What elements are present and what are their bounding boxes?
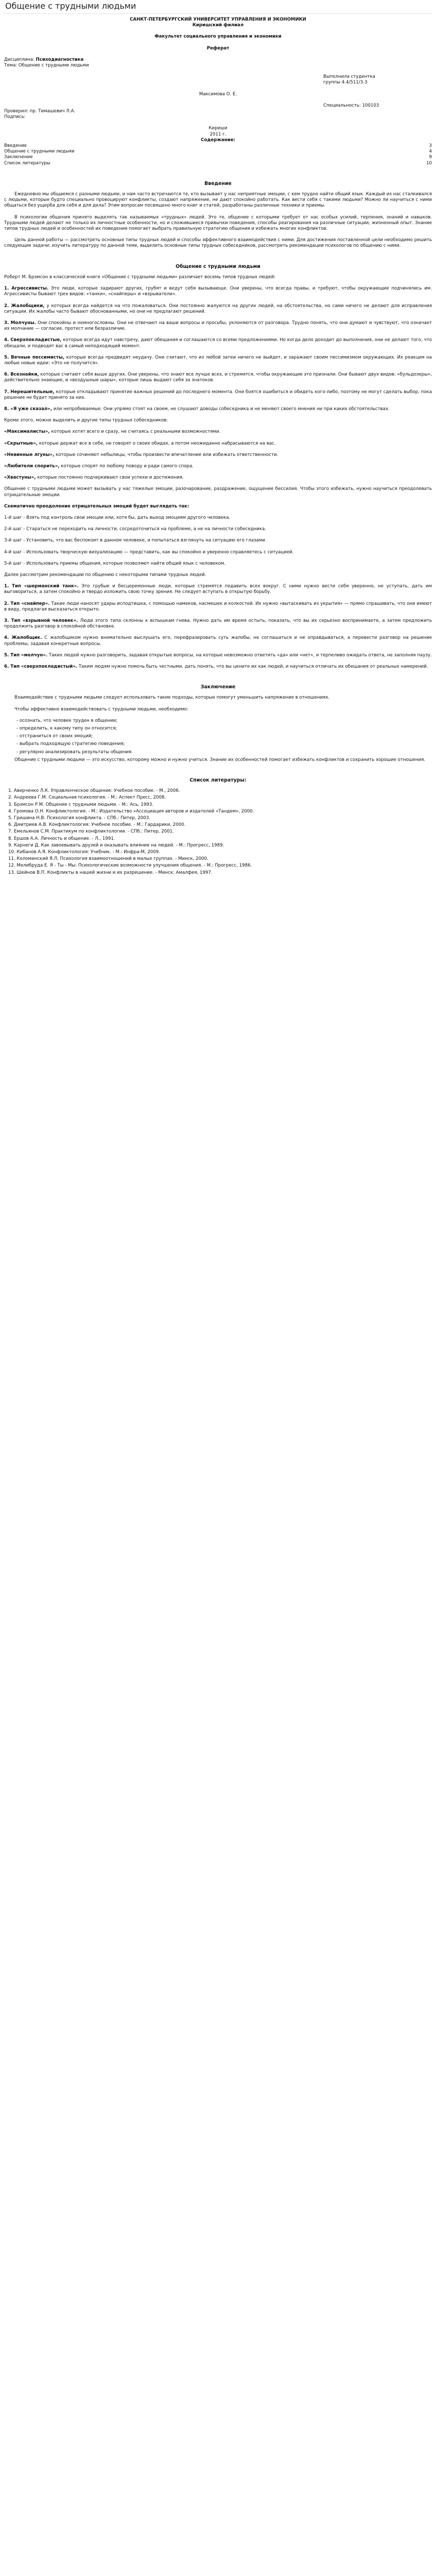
bibliography-item: 12. Мелибруда Е. Я - Ты - Мы: Психологические возможности улучшения общения. - М.: Прогресс, 1986. bbox=[8, 863, 252, 869]
conclusion-bullet: - отстраниться от своих эмоций; bbox=[16, 734, 93, 739]
extra-type-text: которые хотят всего и сразу, не считаясь с реальными возможностями. bbox=[51, 429, 221, 435]
conclusion-final: Общение с трудными людьми — это искусство, которому можно и нужно учиться. Знание их особенностей помогает избежать конфликтов и сохранить хорошие отношения. bbox=[14, 757, 426, 762]
bibliography-item: 9. Карнеги Д. Как завоевывать друзей и оказывать влияние на людей. - М.: Прогресс, 1989. bbox=[8, 842, 224, 848]
difficult-type bbox=[4, 320, 432, 332]
bibliography-title: Список литературы: bbox=[189, 777, 247, 784]
recommendations-list bbox=[4, 584, 432, 670]
bibliography-item: 7. Емельянов С.М. Практикум по конфликтологии. - СПб.: Питер, 2001. bbox=[8, 829, 174, 835]
year: 2011 г. bbox=[210, 131, 226, 137]
emotions-paragraph: Общение с трудными людьми может вызывать у нас тяжелые эмоции, разочарование, раздражение, ощущение бессилия. Чтобы этого избежать, нужно научиться преодолевать отрицательные эмоции. bbox=[4, 486, 432, 498]
main-title: Общение с трудными людьми bbox=[176, 263, 260, 269]
recommendation-name: 3. Тип «взрывной человек». bbox=[4, 618, 78, 623]
intro-paragraph: В психологии общения принято выделять так называемых «трудных» людей. Это те, общение с которыми требует от нас особых усилий, терпения, знаний и навыков. Трудными людей делают не только их личностные особенности, но и сложившиеся привычки поведения, способы реагирования на различные ситуации, жизненный опыт. Знание типов трудных людей и особенностей их поведения помогает выбрать правильную стратегию общения и избежать многих конфликтов. bbox=[4, 214, 432, 232]
recommendation-text: Таким людям нужно помочь быть честными, дать понять, что вы цените их как людей, и научиться отличать их обещания от реальных намерений. bbox=[78, 664, 428, 670]
extra-type bbox=[4, 452, 432, 458]
recommend-paragraph: Далее рассмотрим рекомендации по общению с некоторыми типами трудных людей. bbox=[4, 572, 206, 578]
student-name: Максимова О. Е. bbox=[199, 91, 237, 97]
student-line-1: Выполнила студентка bbox=[323, 74, 375, 80]
conclusion-paragraphs bbox=[4, 695, 432, 712]
more-types-intro: Кроме этого, можно выделить и другие типы трудных собеседников: bbox=[4, 418, 168, 423]
signature-label: Подпись: bbox=[4, 114, 26, 120]
document-page bbox=[0, 0, 436, 908]
scheme-title: Схематично преодоление отрицательных эмоций будет выглядеть так: bbox=[4, 503, 189, 509]
doc-type: Реферат bbox=[206, 45, 230, 51]
difficult-type bbox=[4, 406, 432, 412]
recommendation-text: Люди этого типа склонны к вспышкам гнева. Нужно дать им время остыть, показать, что вы их серьезно воспринимаете, а затем предложить продолжить разговор в спокойной обстановке. bbox=[4, 618, 432, 630]
conclusion-bullet: - осознать, что человек труден в общении; bbox=[16, 718, 118, 723]
bibliography-item: 4. Громова О.Н. Конфликтология. - М.: Издательство «Ассоциация авторов и издателей «Тандем», 2000. bbox=[8, 808, 254, 814]
extra-type bbox=[4, 475, 432, 481]
difficult-type-text: или непробиваемые. Они упрямо стоят на своем, не слушают доводы собеседника и не меняют своего мнения ни при каких обстоятельствах. bbox=[53, 406, 390, 412]
toc-item bbox=[4, 149, 432, 155]
toc-item-page: 10 bbox=[426, 160, 432, 166]
difficult-type-text: которые всегда предвидят неудачу. Они считают, что из любой затеи ничего не выйдет, и заражают своим пессимизмом окружающих. Их реакция на любые новые идеи: «Это не получится». bbox=[4, 354, 432, 366]
toc-item bbox=[4, 143, 432, 149]
extra-type-name: «Любители спорить», bbox=[4, 463, 60, 469]
discipline-value: Психодиагностика bbox=[36, 57, 84, 62]
intro-paragraph: Ежедневно мы общаемся с разными людьми, и нам часто встречаются те, кто вызывает у нас неприятные эмоции, с кем трудно найти общий язык. Каждый из нас сталкивался с людьми, которые будто специально провоцируют конфликты, создают напряжение, не дают спокойно работать. Как вести себя с такими людьми? Можно ли научиться с ними общаться без ущерба для себя и для дела? Этим вопросам посвящено много книг и статей, разработаны различные техники и приемы. bbox=[4, 192, 432, 209]
branch-name: Киришский филиал bbox=[192, 23, 244, 28]
conclusion-bullets bbox=[4, 718, 432, 755]
bibliography-item: 11. Коломинский Я.Л. Психология взаимоотношений в малых группах. - Минск, 2000. bbox=[8, 856, 208, 862]
difficult-type-name: 5. Вечные пессимисты, bbox=[4, 354, 64, 360]
intro-paragraphs bbox=[4, 192, 432, 249]
toc-item-label: Общение с трудными людьми bbox=[4, 149, 75, 155]
scheme-step: 5-й шаг - Использовать приемы общения, которые позволяют найти общий язык с человеком. bbox=[4, 561, 226, 566]
steps-list bbox=[4, 515, 432, 567]
recommendation bbox=[4, 635, 432, 647]
toc-list bbox=[4, 143, 432, 166]
scheme-step: 4-й шаг - Использовать творческую визуализацию — представить, как вы спокойно и уверенно справляетесь с ситуацией. bbox=[4, 549, 294, 555]
toc-item-page: 3 bbox=[429, 143, 432, 149]
topic-value: Общение с трудными людьми bbox=[18, 63, 89, 69]
difficult-type bbox=[4, 303, 432, 315]
recommendation bbox=[4, 601, 432, 613]
scheme-step: 1-й шаг - Взять под контроль свои эмоции или, хотя бы, дать выход эмоциям другого человека. bbox=[4, 515, 231, 520]
recommendation bbox=[4, 653, 432, 658]
extra-type-name: «Невинные лгуны», bbox=[4, 452, 55, 457]
university-name: САНКТ-ПЕТЕРБУРГСКИЙ УНИВЕРСИТЕТ УПРАВЛЕНИЯ И ЭКОНОМИКИ bbox=[130, 17, 306, 22]
topic-label: Тема: bbox=[4, 63, 18, 69]
topic-row bbox=[4, 63, 432, 69]
difficult-type bbox=[4, 337, 432, 349]
difficult-type-name: 2. Жалобщики, bbox=[4, 303, 45, 309]
faculty-name: Факультет социального управления и экономики bbox=[154, 34, 282, 40]
recommendation bbox=[4, 618, 432, 630]
difficult-type-text: которые всегда идут навстречу, дают обещания и соглашаются со всеми предложениями. Но когда дело доходит до выполнения, они не делают того, что обещали, и подводят вас в самый неподходящий момент. bbox=[4, 337, 432, 349]
toc-item-label: Заключение bbox=[4, 155, 33, 160]
difficult-type-text: которые считают себя выше других. Они уверены, что знают все лучше всех, и стремятся, чтобы окружающие это признали. Они бывают двух видов: «бульдозеры», действительно знающие, и «воздушные шары», которые лишь выдают себя за знатоков. bbox=[4, 372, 432, 383]
difficult-type-name: 7. Нерешительные, bbox=[4, 389, 55, 395]
bibliography-item: 2. Андреева Г.М. Социальная психология. - М.: Аспект Пресс, 2008. bbox=[8, 795, 166, 801]
difficult-type-name: 6. Всезнайки, bbox=[4, 372, 39, 378]
recommendation-name: 5. Тип «молчун». bbox=[4, 652, 48, 658]
difficult-type-name: 8. «Я уже сказал», bbox=[4, 406, 52, 412]
toc-item-label: Введение bbox=[4, 143, 27, 149]
bibliography-list bbox=[4, 788, 432, 876]
difficult-type-text: у которых всегда найдется на что пожаловаться. Они постоянно жалуются на других людей, на обстоятельства, но сами ничего не делают для исправления ситуации. Их жалобы часто бывают обоснованными, но они не предлагают решений. bbox=[4, 303, 432, 314]
intro-title: Введение bbox=[204, 180, 232, 187]
difficult-type bbox=[4, 372, 432, 383]
difficult-type-name: 1. Агрессивисты. bbox=[4, 286, 49, 292]
recommendation-text: Такие люди наносят удары исподтишка, с помощью намеков, насмешек и колкостей. Их нужно «вытаскивать из укрытия» — прямо спрашивать, что они имеют в виду, предлагая высказаться открыто. bbox=[4, 601, 432, 612]
conclusion-title: Заключение bbox=[200, 684, 236, 690]
toc-title: Содержание: bbox=[201, 137, 235, 143]
extra-type bbox=[4, 429, 432, 435]
difficult-type-text: Они спокойны и немногословны. Они не отвечают на ваши вопросы и просьбы, уклоняются от разговора. Трудно понять, что они думают и чувствуют, что означает их молчание — согласие, протест или безразличие. bbox=[4, 320, 432, 332]
conclusion-bullet: - выбрать подходящую стратегию поведения; bbox=[16, 741, 125, 747]
main-intro: Роберт М. Брэмсон в классической книге «Общение с трудными людьми» различает восемь типов трудных людей: bbox=[4, 274, 276, 280]
extra-types-list bbox=[4, 429, 432, 481]
intro-paragraph: Цель данной работы — рассмотреть основные типы трудных людей и способы эффективного взаимодействия с ними. Для достижения поставленной цели необходимо решить следующие задачи: изучить литературу по данной теме, выделить основные типы трудных собеседников, рассмотреть рекомендации психологов по общению с ними. bbox=[4, 238, 432, 249]
scheme-step: 3-й шаг - Установить, что вас беспокоит в данном человеке, и попытаться взглянуть на ситуацию его глазами. bbox=[4, 538, 267, 544]
extra-type-name: «Максималисты», bbox=[4, 429, 50, 435]
recommendation-name: 2. Тип «снайпер». bbox=[4, 601, 50, 606]
extra-type-name: «Скрытные», bbox=[4, 440, 38, 446]
bibliography-item: 1. Аверченко Л.К. Управленческое общение: Учебное пособие. - М., 2006. bbox=[8, 788, 180, 794]
bibliography-item: 5. Гришина Н.В. Психология конфликта. - СПб.: Питер, 2003. bbox=[8, 816, 150, 821]
extra-type bbox=[4, 464, 432, 469]
scheme-step: 2-й шаг - Стараться не переходить на личности, сосредоточиться на проблеме, а не на личности собеседника. bbox=[4, 527, 266, 532]
recommendation-text: Таких людей нужно разговорить, задавая открытые вопросы, на которые невозможно ответить «да» или «нет», и терпеливо ожидать ответа, не заполняя паузу. bbox=[48, 652, 432, 658]
recommendation-name: 4. Жалобщик. bbox=[4, 635, 42, 641]
extra-type bbox=[4, 441, 432, 447]
bibliography-item: 10. Кибанов А.Я. Конфликтология: Учебник. - М.: Инфра-М, 2009. bbox=[8, 850, 160, 855]
extra-type-text: которые постоянно подчеркивают свои успехи и достижения. bbox=[37, 475, 184, 481]
difficult-type bbox=[4, 355, 432, 366]
toc-item-label: Список литературы bbox=[4, 160, 50, 166]
extra-type-name: «Хвастуны», bbox=[4, 475, 36, 481]
extra-type-text: которые сочиняют небылицы, чтобы произвести впечатление или избежать ответственности. bbox=[56, 452, 278, 457]
difficult-type-text: которые откладывают принятие важных решений до последнего момента. Они боятся ошибиться и обидеть кого-либо, поэтому не могут сделать выбор, пока решение не будет принято за них. bbox=[4, 389, 432, 400]
recommendation bbox=[4, 664, 432, 670]
difficult-type bbox=[4, 286, 432, 297]
discipline-label: Дисциплина: bbox=[4, 57, 34, 62]
extra-type-text: которые держат все в себе, не говорят о своих обидах, а потом неожиданно набрасываются на вас. bbox=[39, 440, 276, 446]
conclusion-paragraph: Взаимодействие с трудными людьми следует использовать такие подходы, которые помогут уменьшить напряжение в отношениях. bbox=[14, 695, 330, 701]
recommendation-text: С жалобщиком нужно внимательно выслушать его, перефразировать суть жалобы, не соглашаться и не оправдываться, а перевести разговор на решение проблемы, задавая конкретные вопросы. bbox=[4, 635, 432, 647]
difficult-type bbox=[4, 389, 432, 401]
conclusion-bullet: - регулярно анализировать результаты общения. bbox=[16, 749, 133, 755]
bibliography-item: 8. Ершов А.А. Личность и общение. - Л., 1991. bbox=[8, 836, 115, 841]
recommendation-name: 1. Тип «шерманский танк». bbox=[4, 584, 79, 589]
checked-by: Проверил: пр. Тимашевич Л.А. bbox=[4, 109, 76, 114]
toc-item bbox=[4, 155, 432, 160]
recommendation bbox=[4, 584, 432, 595]
difficult-type-name: 4. Сверхпокладистые, bbox=[4, 337, 62, 343]
discipline-row bbox=[4, 57, 432, 63]
conclusion-bullet: - определить, к какому типу он относится; bbox=[16, 726, 117, 732]
toc-item bbox=[4, 161, 432, 166]
toc-item-page: 9 bbox=[429, 155, 432, 160]
document-title: Общение с трудными людьми bbox=[4, 0, 432, 14]
specialty: Специальность: 100103 bbox=[323, 103, 379, 108]
types-list bbox=[4, 286, 432, 412]
bibliography-item: 6. Дмитриев А.В. Конфликтология: Учебное пособие. - М.: Гардарики, 2000. bbox=[8, 822, 186, 828]
extra-type-text: которые спорят по любому поводу и ради самого спора. bbox=[61, 463, 194, 469]
city: Кириши bbox=[208, 126, 228, 131]
student-line-2: группы 4.4/511/3-3 bbox=[323, 80, 368, 86]
conclusion-paragraph: Чтобы эффективно взаимодействовать с трудными людьми, необходимо: bbox=[14, 706, 188, 712]
difficult-type-text: Это люди, которые задирают других, грубят и ведут себя вызывающе. Они уверены, что всегда правы, и требуют, чтобы окружающие подчинялись им. Агрессивисты бывают трех видов: «танки», «снайперы» и «взрыватели». bbox=[4, 286, 432, 297]
bibliography-item: 13. Шейнов В.П. Конфликты в нашей жизни и их разрешение. - Минск: Амалфея, 1997. bbox=[8, 870, 213, 875]
difficult-type-name: 3. Молчуны. bbox=[4, 320, 36, 326]
bibliography-item: 3. Брэмсон Р.М. Общение с трудными людьми. - М.: Ась, 1993. bbox=[8, 802, 154, 807]
recommendation-text: Это грубые и бесцеремонные люди, которые стремятся подавить всех вокруг. С ними нужно вести себя уверенно, не уступать, дать им выговориться, а затем спокойно и твердо изложить свою точку зрения. Не следует вступать в открытую борьбу. bbox=[4, 584, 432, 595]
recommendation-name: 6. Тип «сверхпокладистый». bbox=[4, 664, 78, 670]
toc-item-page: 4 bbox=[429, 149, 432, 155]
